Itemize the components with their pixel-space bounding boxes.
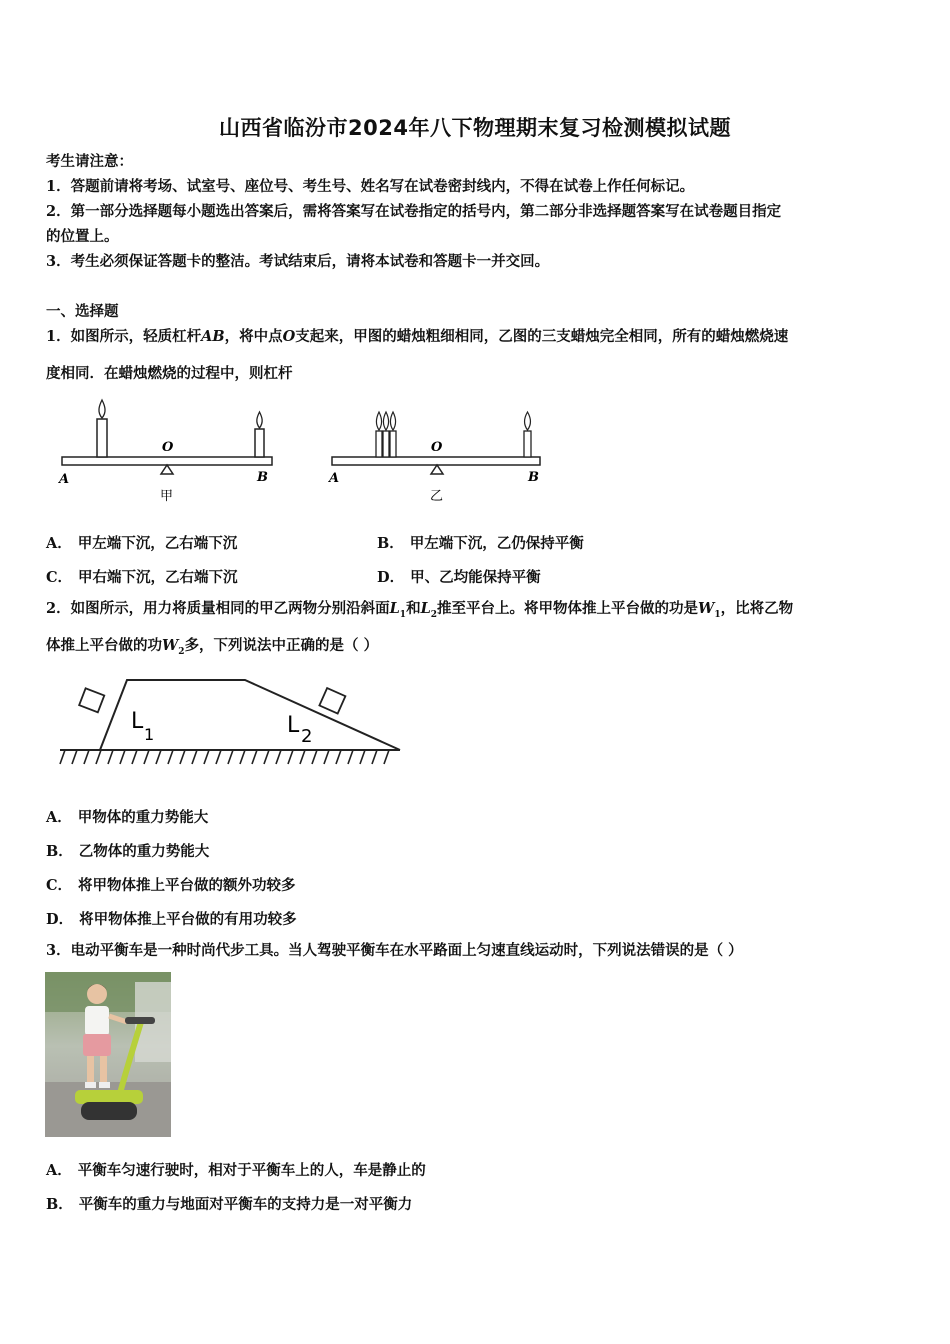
q2-stem-line1 — [46, 600, 916, 624]
q1-text-c: 支起来，甲图的蜡烛粗细相同，乙图的三支蜡烛完全相同，所有的蜡烛燃烧速 — [295, 328, 789, 345]
option-key: A． — [46, 1162, 72, 1179]
option-text: 将甲物体推上平台做的有用功较多 — [79, 911, 297, 928]
q3-stem: 3．电动平衡车是一种时尚代步工具。当人驾驶平衡车在水平路面上匀速直线运动时，下列说法错误的是（ ） — [46, 942, 743, 959]
flame-icon — [376, 412, 381, 430]
candle-icon — [390, 431, 396, 457]
label-l2-sub: 2 — [301, 726, 313, 747]
q3-option-b[interactable] — [46, 1193, 412, 1214]
q1-text-b: ，将中点 — [224, 328, 283, 345]
fulcrum-icon — [431, 465, 443, 474]
ground-hatch — [60, 750, 389, 764]
q2-text-b: 推至平台上。将甲物体推上平台做的功是 — [437, 600, 699, 617]
q2-var-w2: W — [162, 637, 179, 654]
q2-var-w1-sub: 1 — [714, 609, 721, 620]
car-base — [75, 1090, 143, 1104]
option-key: D． — [46, 911, 74, 928]
option-key: A． — [46, 809, 72, 826]
option-key: C． — [46, 877, 73, 894]
option-text: 将甲物体推上平台做的额外功较多 — [78, 877, 296, 894]
caption-jia: 甲 — [160, 489, 174, 504]
label-o: O — [431, 440, 443, 455]
notice-item-1: 1．答题前请将考场、试室号、座位号、考生号、姓名写在试卷密封线内，不得在试卷上作任何标记。 — [46, 178, 695, 195]
notice-heading: 考生请注意： — [46, 153, 133, 170]
q2-var-l2: L — [420, 600, 431, 617]
option-key: D． — [377, 569, 405, 586]
q1-option-d[interactable] — [377, 566, 541, 587]
block-yi — [319, 688, 345, 713]
flame-icon — [383, 412, 388, 430]
q1-text-a: 1．如图所示，轻质杠杆 — [46, 328, 202, 345]
q2-option-d[interactable] — [46, 908, 297, 929]
q1-stem-line1 — [46, 328, 916, 346]
q1-option-b[interactable] — [377, 532, 584, 553]
option-text: 乙物体的重力势能大 — [78, 843, 210, 860]
q2-text-e: 多，下列说法中正确的是（ ） — [184, 637, 379, 654]
q2-text-a: 2．如图所示，用力将质量相同的甲乙两物分别沿斜面 — [46, 600, 390, 617]
option-text: 平衡车的重力与地面对平衡车的支持力是一对平衡力 — [78, 1196, 413, 1213]
option-text: 甲物体的重力势能大 — [77, 809, 209, 826]
option-key: C． — [46, 569, 73, 586]
label-l1: L — [131, 709, 144, 734]
option-text: 甲左端下沉，乙仍保持平衡 — [409, 535, 584, 552]
q2-var-w2-sub: 2 — [178, 646, 185, 657]
incline-figure — [55, 668, 410, 778]
balance-car-photo — [45, 972, 171, 1137]
flame-icon — [390, 412, 395, 430]
lever-figure — [50, 398, 550, 508]
option-text: 甲右端下沉，乙右端下沉 — [78, 569, 238, 586]
q2-text-c: ，比将乙物 — [720, 600, 794, 617]
label-a: A — [329, 471, 340, 486]
q1-option-a[interactable] — [46, 532, 237, 553]
option-text: 平衡车匀速行驶时，相对于平衡车上的人，车是静止的 — [77, 1162, 426, 1179]
notice-item-3: 3．考生必须保证答题卡的整洁。考试结束后，请将本试卷和答题卡一并交回。 — [46, 253, 550, 270]
q2-text-and: 和 — [406, 600, 421, 617]
q2-option-a[interactable] — [46, 806, 208, 827]
q1-point-o: O — [282, 328, 296, 345]
q1-lever-ab: AB — [201, 328, 225, 345]
q1-stem-line2: 度相同．在蜡烛燃烧的过程中，则杠杆 — [46, 365, 293, 382]
option-key: B． — [46, 1196, 73, 1213]
option-text: 甲左端下沉，乙右端下沉 — [77, 535, 238, 552]
candle-icon — [255, 429, 264, 457]
flame-icon — [99, 400, 105, 418]
label-b: B — [528, 470, 539, 485]
child-shorts — [83, 1034, 111, 1056]
label-o: O — [162, 440, 174, 455]
label-a: A — [59, 472, 70, 487]
q2-option-c[interactable] — [46, 874, 296, 895]
candle-icon — [383, 431, 389, 457]
q2-option-b[interactable] — [46, 840, 209, 861]
block-jia — [79, 688, 104, 712]
section-title: 一、选择题 — [46, 303, 119, 320]
fulcrum-icon — [161, 465, 173, 474]
q2-text-d: 体推上平台做的功 — [46, 637, 162, 654]
caption-yi: 乙 — [430, 489, 444, 504]
label-l1-sub: 1 — [144, 725, 155, 744]
q2-var-l1-sub: 1 — [399, 609, 407, 620]
q2-var-l1: L — [389, 600, 400, 617]
q2-stem-line2 — [46, 637, 916, 661]
label-l2: L — [287, 713, 300, 738]
option-key: B． — [377, 535, 404, 552]
option-text: 甲、乙均能保持平衡 — [410, 569, 541, 586]
car-wheel — [81, 1102, 137, 1120]
child-shirt — [85, 1006, 109, 1036]
lever-yi — [327, 412, 540, 504]
label-b: B — [257, 470, 268, 485]
candle-icon — [97, 419, 107, 457]
q2-var-l2-sub: 2 — [430, 609, 438, 620]
q1-option-c[interactable] — [46, 566, 238, 587]
child-head — [87, 984, 107, 1004]
candle-icon — [524, 431, 531, 457]
option-key: A． — [46, 535, 72, 552]
page-title: 山西省临汾市2024年八下物理期末复习检测模拟试题 — [219, 116, 731, 140]
flame-icon — [524, 412, 530, 430]
option-key: B． — [46, 843, 73, 860]
candle-icon — [376, 431, 382, 457]
notice-item-2-cont: 的位置上。 — [46, 228, 119, 245]
q3-option-a[interactable] — [46, 1159, 426, 1180]
lever-jia — [57, 400, 272, 504]
q2-var-w1: W — [698, 600, 715, 617]
notice-item-2: 2．第一部分选择题每小题选出答案后，需将答案写在试卷指定的括号内，第二部分非选择题答案写在试卷题目指定 — [46, 203, 782, 220]
flame-icon — [257, 412, 262, 428]
